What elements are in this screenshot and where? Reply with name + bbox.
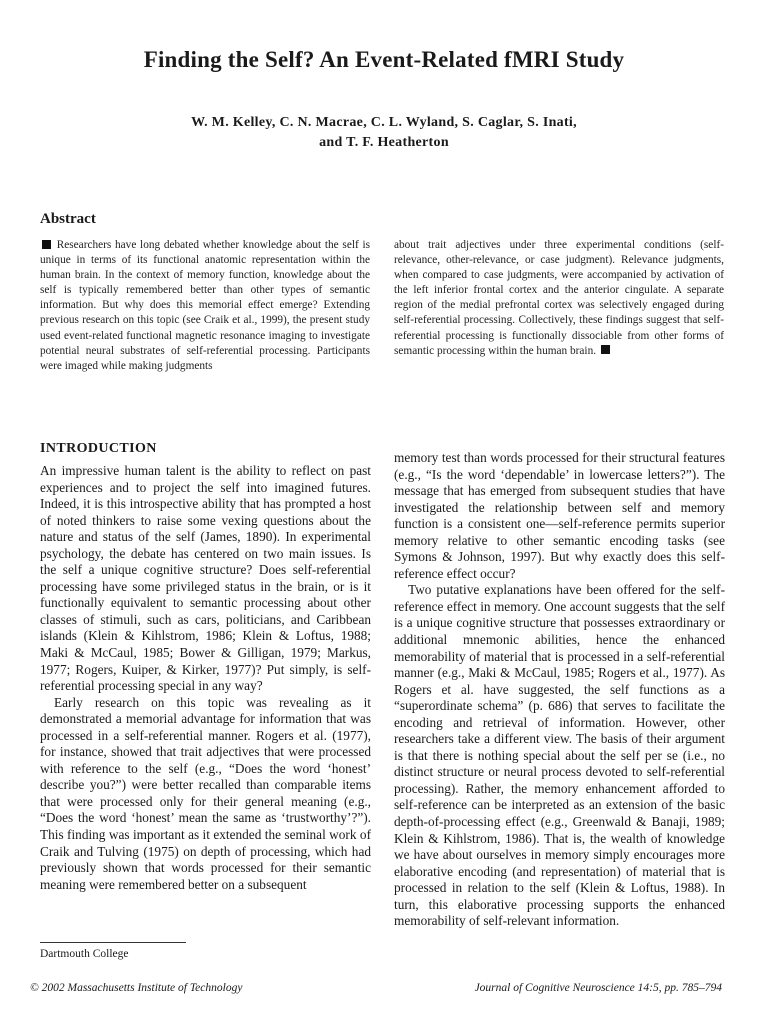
- journal-citation: Journal of Cognitive Neuroscience 14:5, pp. 785–794: [474, 982, 722, 994]
- abstract-left-column: [40, 238, 370, 374]
- abstract-right-text: about trait adjectives under three experimental conditions (self-relevance, other-relevance, or case judgment). Relevance judgments, when compared to case judgments, were accompanied by activation of the left inferior frontal cortex and the anterior cingulate. A separate region of the medial prefrontal cortex was selectively engaged during self-referential processing. Collectively, these findings suggest that self-referential processing is functionally dissociable from other forms of semantic processing within the human brain.: [394, 239, 724, 357]
- intro-paragraph-1: An impressive human talent is the ability to reflect on past experiences and to project the self into imagined futures. Indeed, it is this introspective ability that has prompted a host of noted thinkers to raise some vexing questions about the nature and status of the self (James, 1890). In experimental psychology, the debate has centered on two main issues. Is the self a unique cognitive structure? Does self-referential processing have some privileged status in the brain, or is it functionally equivalent to semantic processing about other classes of stimuli, such as cars, politicians, and Caribbean islands (Klein & Kihlstrom, 1986; Klein & Loftus, 1988; Maki & McCaul, 1985; Bower & Gilligan, 1979; Markus, 1977; Rogers, Kuiper, & Kirker, 1977)? Put simply, is self-referential processing special in any way?: [40, 463, 371, 694]
- author-list: [100, 113, 668, 153]
- body-right-column: [394, 450, 725, 930]
- abstract-heading: Abstract: [40, 211, 96, 227]
- abstract-end-marker: [601, 345, 610, 354]
- authors-line-2: and T. F. Heatherton: [319, 135, 449, 150]
- copyright-notice: © 2002 Massachusetts Institute of Technology: [30, 982, 243, 994]
- intro-paragraph-4: Two putative explanations have been offered for the self-reference effect in memory. One account suggests that the self is a unique cognitive structure that possesses extraordinary or additional mnemonic abilities, hence the enhanced memorability of material that is processed in a self-referential manner (e.g., Maki & McCaul, 1985; Rogers et al., 1977). As Rogers et al. have suggested, the self functions as a “superordinate schema” (p. 686) that serves to facilitate the encoding and retrieval of information. However, other researchers take a different view. The basis of their argument is that there is nothing special about the self per se (i.e., no distinct structure or neural process devoted to self-referential processing). Rather, the memory enhancement afforded to self-reference can be interpreted as an extension of the basic depth-of-processing effect (e.g., Greenwald & Banaji, 1989; Klein & Kihlstrom, 1986). That is, the wealth of knowledge we have about ourselves in memory simply encourages more elaborative encoding (and representation) of material that is processed in relation to the self (Klein & Loftus, 1988). In turn, this elaborative processing supports the enhanced memorability of self-relevant information.: [394, 582, 725, 929]
- intro-paragraph-2: Early research on this topic was revealing as it demonstrated a memorial advantage for information that was processed in a self-referential manner. Rogers et al. (1977), for instance, showed that trait adjectives that were processed with reference to the self (e.g., “Does the word ‘honest’ describe you?”) were better recalled than comparable items that were processed only for their general meaning (e.g., “Does the word ‘honest’ mean the same as ‘trustworthy’?”). This finding was important as it extended the seminal work of Craik and Tulving (1975) on depth of processing, which had previously shown that words processed for their semantic meaning were remembered better on a subsequent: [40, 694, 371, 892]
- abstract-left-text: Researchers have long debated whether knowledge about the self is unique in terms of its functional anatomic representation within the human brain. In the context of memory function, knowledge about the self is typically remembered better than other types of semantic information. But why does this memorial effect emerge? Extending previous research on this topic (see Craik et al., 1999), the present study used event-related functional magnetic resonance imaging to investigate potential neural substrates of self-referential processing. Participants were imaged while making judgments: [40, 239, 370, 372]
- introduction-heading: INTRODUCTION: [40, 441, 157, 456]
- paper-title: Finding the Self? An Event-Related fMRI Study: [143, 47, 625, 72]
- intro-paragraph-3: memory test than words processed for their structural features (e.g., “Is the word ‘dependable’ in lowercase letters?”). The message that has emerged from subsequent studies that have investigated the relationship between self and memory function is a consistent one—self-reference permits superior memory relative to other semantic encoding tasks (see Symons & Johnson, 1997). But why exactly does this self-reference effect occur?: [394, 450, 725, 581]
- authors-line-1: W. M. Kelley, C. N. Macrae, C. L. Wyland, S. Caglar, S. Inati,: [191, 115, 577, 130]
- affiliation-footnote: Dartmouth College: [40, 948, 129, 960]
- abstract-right-column: [394, 238, 724, 359]
- body-left-column: [40, 463, 371, 893]
- footnote-divider: [40, 942, 186, 943]
- abstract-start-marker: [42, 240, 51, 249]
